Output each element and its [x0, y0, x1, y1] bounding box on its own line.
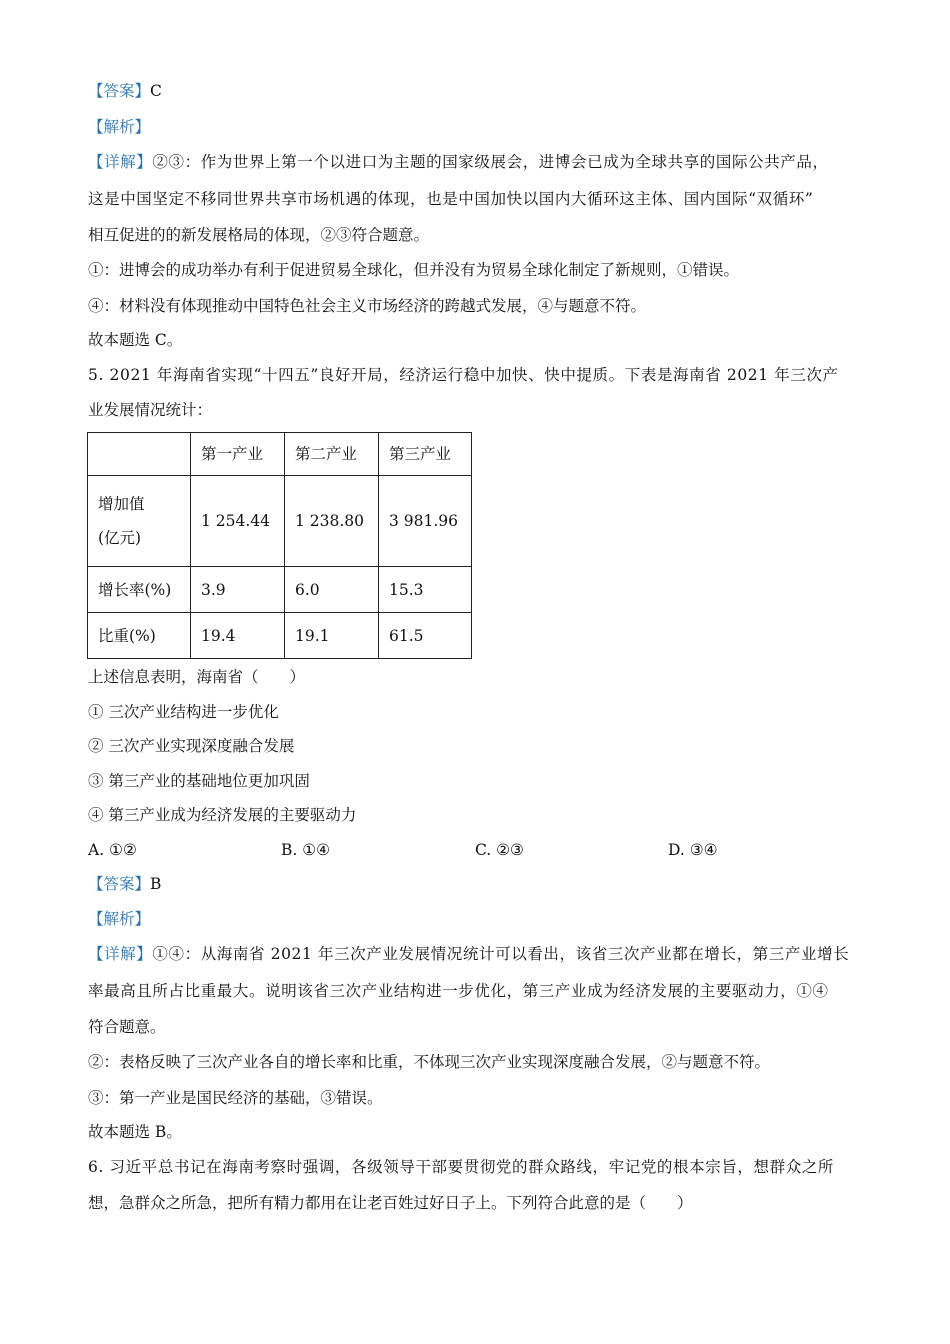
detail-tag: 【详解】: [88, 153, 153, 171]
q5-stem-line-2: 业发展情况统计：: [88, 401, 213, 419]
row-label: 增加值 (亿元): [88, 476, 191, 567]
row-label: 增长率(%): [88, 567, 191, 613]
q4-answer-line: [88, 81, 162, 101]
table-cell: 19.4: [191, 613, 285, 659]
q5-prompt: 上述信息表明，海南省（ ）: [88, 668, 306, 686]
q5-statement-4: ④ 第三产业成为经济发展的主要驱动力: [88, 806, 357, 824]
table-cell: 3.9: [191, 567, 285, 613]
table-cell: 61.5: [379, 613, 472, 659]
q4-conclusion: 故本题选 C。: [88, 331, 183, 349]
q6-stem-line-1: 6. 习近平总书记在海南考察时强调，各级领导干部要贯彻党的群众路线，牢记党的根本宗旨，想群众之所: [88, 1158, 835, 1176]
q4-detail-line-2: 这是中国坚定不移同世界共享市场机遇的体现，也是中国加快以国内大循环这主体、国内国际“双循环”: [88, 190, 814, 208]
q6-stem-line-2: 想，急群众之所急，把所有精力都用在让老百姓过好日子上。下列符合此意的是（ ）: [88, 1194, 693, 1212]
table-row: [88, 613, 472, 659]
table-row: [88, 476, 472, 567]
industry-stats-table: [87, 432, 472, 659]
q4-note-2: ④：材料没有体现推动中国特色社会主义市场经济的跨越式发展，④与题意不符。: [88, 297, 647, 315]
answer-value: B: [150, 875, 162, 893]
q5-statement-1: ① 三次产业结构进一步优化: [88, 703, 279, 721]
q5-stem-line-1: 5. 2021 年海南省实现“十四五”良好开局，经济运行稳中加快、快中提质。下表是海南省 2021 年三次产: [88, 366, 839, 384]
answer-tag: 【答案】: [88, 875, 151, 893]
header-cell-secondary: 第二产业: [285, 433, 379, 476]
table-cell: 3 981.96: [379, 476, 472, 567]
row-label: 比重(%): [88, 613, 191, 659]
option-a[interactable]: A. ①②: [88, 841, 137, 859]
table-cell: 6.0: [285, 567, 379, 613]
header-cell-tertiary: 第三产业: [379, 433, 472, 476]
q5-statement-2: ② 三次产业实现深度融合发展: [88, 737, 295, 755]
q4-detail-line-3: 相互促进的的新发展格局的体现，②③符合题意。: [88, 226, 430, 244]
table-cell: 15.3: [379, 567, 472, 613]
q5-analysis-tag: 【解析】: [88, 910, 151, 928]
q5-statement-3: ③ 第三产业的基础地位更加巩固: [88, 772, 310, 790]
option-c[interactable]: C. ②③: [475, 841, 524, 859]
q5-detail-line-2: 率最高且所占比重最大。说明该省三次产业结构进一步优化，第三产业成为经济发展的主要驱动力，①④: [88, 982, 829, 1000]
q5-note-1: ②：表格反映了三次产业各自的增长率和比重，不体现三次产业实现深度融合发展，②与题意不符。: [88, 1053, 771, 1071]
q4-note-1: ①：进博会的成功举办有利于促进贸易全球化，但并没有为贸易全球化制定了新规则，①错误。: [88, 261, 740, 279]
table-cell: 1 254.44: [191, 476, 285, 567]
q5-note-2: ③：第一产业是国民经济的基础，③错误。: [88, 1089, 383, 1107]
answer-tag: 【答案】: [88, 82, 151, 100]
header-cell-empty: [88, 433, 191, 476]
header-cell-primary: 第一产业: [191, 433, 285, 476]
table-header-row: [88, 433, 472, 476]
q5-detail-line-1: 【详解】①④：从海南省 2021 年三次产业发展情况统计可以看出，该省三次产业都在增长，第三产业增长: [88, 945, 850, 963]
table-cell: 19.1: [285, 613, 379, 659]
table-cell: 1 238.80: [285, 476, 379, 567]
detail-tag: 【详解】: [88, 945, 153, 963]
q5-detail-line-3: 符合题意。: [88, 1018, 166, 1036]
q4-detail-line-1: 【详解】②③：作为世界上第一个以进口为主题的国家级展会，进博会已成为全球共享的国际公共产品，: [88, 153, 829, 171]
option-d[interactable]: D. ③④: [668, 841, 718, 859]
q5-answer-line: [88, 874, 161, 894]
q4-analysis-tag: 【解析】: [88, 118, 151, 136]
table-row: [88, 567, 472, 613]
answer-value: C: [150, 82, 162, 100]
q5-conclusion: 故本题选 B。: [88, 1123, 182, 1141]
option-b[interactable]: B. ①④: [281, 841, 331, 859]
